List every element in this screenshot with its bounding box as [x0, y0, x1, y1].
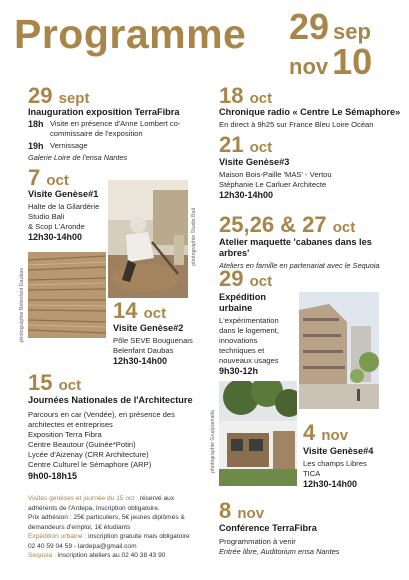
photo-credit: photographie Studio Bali [191, 208, 197, 266]
event-date: 4 nov [303, 420, 349, 445]
construction-photo [108, 180, 188, 298]
event-details: Journées Nationales de l'Architecture Parcours en car (Vendée), en présence des architectes et entreprises Exposition Terra Fibra Centre Beautour (Guinée*Potin) Lycée d'Aizenay (CRR Architecture) Centre Culturel le Sémaphore (ARP) 9h00-18h15 [28, 395, 193, 482]
event-details: 18h Visite en présence d'Anne Lombert co-commissaire de l'exposition 19h Vernissage Galerie Loire de l'ensa Nantes [28, 119, 181, 163]
event-date: 14 oct [113, 298, 167, 323]
event-details: Visite Genèse#1 Halte de la Gilardérie Studio Bali & Scop L'Aronde 12h30-14h00 [28, 189, 100, 243]
event-details: Chronique radio « Centre Le Sémaphore» En direct à 9h25 sur France Bleu Loire Océan [219, 107, 401, 130]
timber-house-photo [219, 381, 297, 486]
header-date-start: 29 sep [289, 6, 371, 47]
straw-wall-photo [28, 252, 106, 338]
event-date: 8 nov [219, 498, 265, 523]
event-details: Expédition urbaine L'expérimentation dans le logement, innovations techniques et nouveaux usages 9h30-12h [219, 292, 279, 377]
registration-info: Visites genèses et journée du 15 oct : réservé aux adhérents de l'Ardepa, inscription obligatoire. Prix adhésion : 25€ particuliers, 5€ jeunes diplômés & demandeurs d'emploi, 1€ étudiants Expédition urbaine : inscription gratuite mais obligatoire 02 40 59 04 59 - lardepa@gmail.com Sequoia : inscription ateliers au 02 40 38 43 90 [28, 495, 190, 560]
event-date: 29 sept [28, 83, 90, 108]
event-details: Visite Genèse#3 Maison Bois-Paille 'MAS' - Vertou Stéphanie Le Carluer Architecte 12h30-14h00 [219, 157, 332, 201]
page-title: Programme [14, 11, 247, 57]
event-date: 29 oct [219, 266, 273, 291]
event-date: 21 oct [219, 132, 273, 157]
event-date: 18 oct [219, 83, 273, 108]
photo-credit: photographie Gruppamalta [210, 410, 216, 474]
event-details: Visite Genèse#2 Pôle SEVE Bouguenais Belenfant Daubas 12h30-14h00 [113, 323, 193, 367]
event-date: 25,26 & 27 oct [219, 212, 356, 237]
event-date: 15 oct [28, 370, 82, 395]
event-title: Inauguration exposition TerraFibra [28, 107, 180, 117]
urban-housing-photo [299, 292, 379, 409]
event-details: Conférence TerraFibra Programmation à venir Entrée libre, Auditorium ensa Nantes [219, 523, 340, 557]
event-details: Atelier maquette 'cabanes dans les arbres' Ateliers en famille en partenariat avec le Sequoia [219, 237, 380, 271]
event-date: 7 oct [28, 165, 69, 190]
photo-credit: photographie Belenfant Daubas [19, 268, 25, 343]
header-date-end: nov 10 [289, 41, 373, 82]
event-details: Visite Genèse#4 Les champs Libres TICA 12h30-14h00 [303, 446, 374, 490]
